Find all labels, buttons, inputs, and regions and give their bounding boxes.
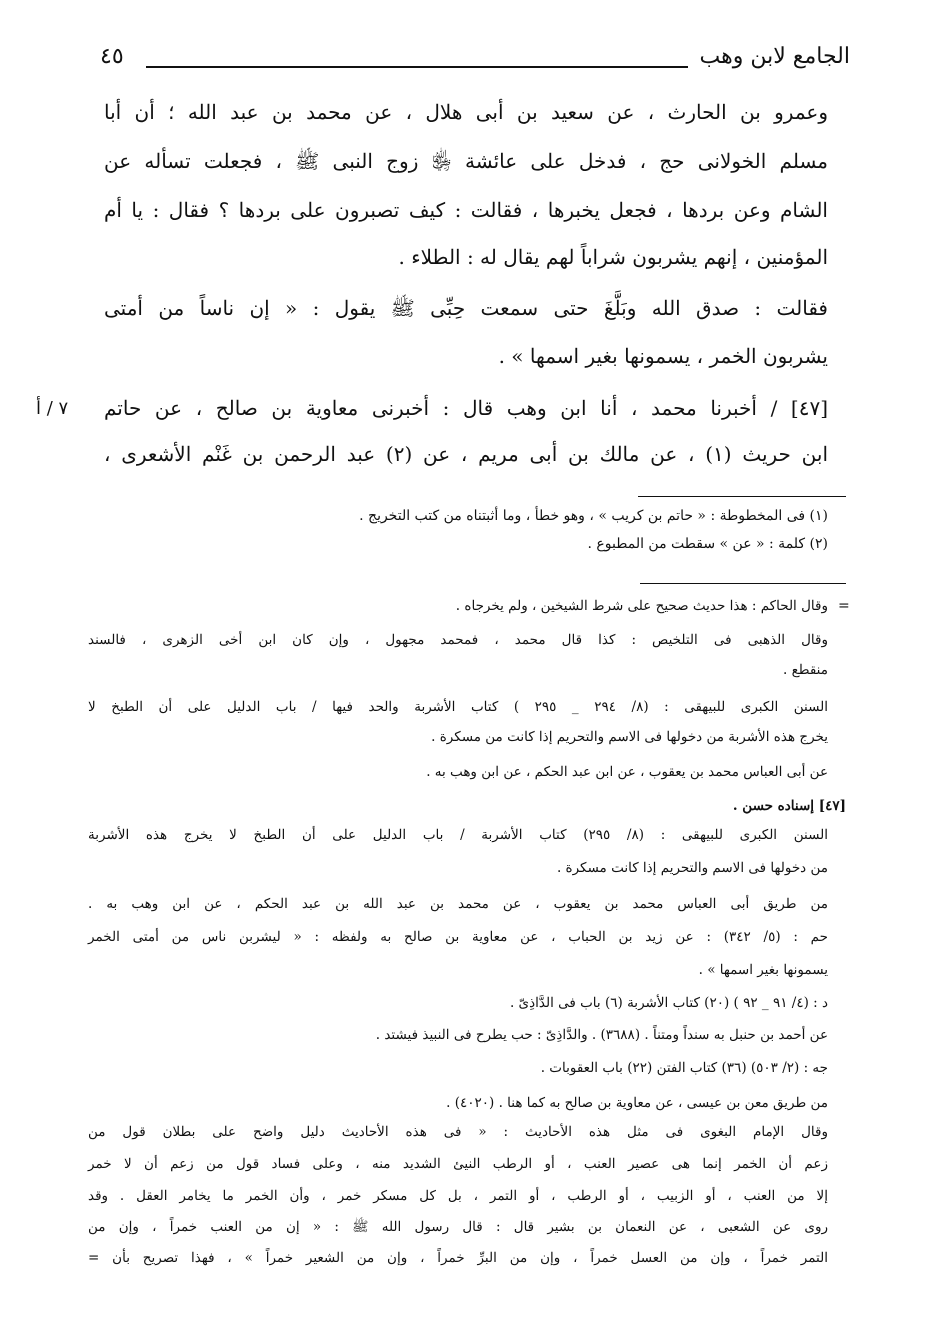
commentary-line: منقطع . — [783, 662, 828, 678]
commentary-line: من طريق معن بن عيسى ، عن معاوية بن صالح به كما هنا . (٤٠٢٠) . — [446, 1095, 828, 1111]
page-number: ٤٥ — [100, 44, 124, 69]
commentary-line: وقال الإمام البغوى فى مثل هذه الأحاديث : « فى هذه الأحاديث دليل واضح على بطلان قول من — [88, 1124, 828, 1140]
main-text-line: ابن حريث (١) ، عن مالك بن أبى مريم ، عن (٢) عبد الرحمن بن غَنْم الأشعرى ، — [104, 442, 829, 466]
commentary-line: روى عن الشعبى ، عن النعمان بن بشير قال : قال رسول الله ﷺ : « إن من العنب خمراً ، وإن من — [88, 1219, 828, 1235]
commentary-rule — [640, 583, 846, 584]
commentary-line: عن أبى العباس محمد بن يعقوب ، عن ابن عبد الحكم ، عن ابن وهب به . — [426, 764, 828, 780]
footnote: (١) فى المخطوطة : « حاتم بن كريب » ، وهو خطأ ، وما أثبتناه من كتب التخريج . — [359, 508, 828, 524]
commentary-line: زعم أن الخمر إنما هى عصير العنب ، أو الرطب النيئ الشديد منه ، وعلى فساد قول من زعم أن لا خمر — [88, 1156, 828, 1172]
margin-folio-reference: ٧ / أ — [36, 398, 69, 419]
main-text-line: الشام وعن بردها ، فجعل يخبرها ، فقالت : كيف تصبرون على بردها ؟ فقال : يا أم — [104, 198, 828, 222]
commentary-line: يسمونها بغير اسمها » . — [698, 962, 828, 978]
main-text-line: فقالت : صدق الله وبَلَّغَ حتى سمعت حِبِّى ﷺ يقول : « إن ناساً من أمتى — [104, 296, 828, 320]
commentary-line: وقال الحاكم : هذا حديث صحيح على شرط الشيخين ، ولم يخرجاه . — [455, 598, 828, 614]
continuation-mark: = — [838, 598, 850, 614]
commentary-line: السنن الكبرى للبيهقى : (٨/ ٢٩٤ _ ٢٩٥ ) كتاب الأشربة والحد فيها / باب الدليل على أن الطبخ لا — [88, 699, 828, 715]
main-text-line: مسلم الخولانى حج ، فدخل على عائشة ﵂ زوج النبى ﷺ ، فجعلت تسأله عن — [104, 149, 828, 173]
commentary-line: جه : (٢/ ٥٠٣) (٣٦) كتاب الفتن (٢٢) باب العقوبات . — [540, 1060, 828, 1076]
header-rule — [146, 66, 688, 68]
commentary-line: عن أحمد بن حنبل به سنداً ومتناً . (٣٦٨٨) . والدَّاذِىّ : حب يطرح فى النبيذ فيشتد . — [375, 1027, 828, 1043]
commentary-line: من دخولها فى الاسم والتحريم إذا كانت مسكرة . — [556, 860, 828, 876]
main-text-line: يشربون الخمر ، يسمونها بغير اسمها » . — [498, 344, 828, 368]
commentary-line: وقال الذهبى فى التلخيص : كذا قال محمد ، فمحمد مجهول ، وإن كان ابن أخى الزهرى ، فالسند — [88, 632, 828, 648]
main-text-line: [٤٧] / أخبرنا محمد ، أنا ابن وهب قال : أخبرنى معاوية بن صالح ، عن حاتم — [104, 396, 828, 420]
commentary-line: حم : (٥/ ٣٤٢) : عن زيد بن الحباب ، عن معاوية بن صالح به ولفظه : « ليشربن ناس من أمتى الخمر — [88, 929, 828, 945]
commentary-line: من طريق أبى العباس محمد بن يعقوب ، عن محمد بن عبد الله بن عبد الحكم ، عن ابن وهب به . — [88, 896, 828, 912]
footnote: (٢) كلمة : « عن » سقطت من المطبوع . — [587, 536, 828, 552]
commentary-heading: [٤٧] إسناده حسن . — [732, 798, 846, 814]
main-text-line: المؤمنين ، إنهم يشربون شراباً لهم يقال له : الطلاء . — [398, 245, 828, 269]
main-text-line: وعمرو بن الحارث ، عن سعيد بن أبى هلال ، عن محمد بن عبد الله ؛ أن أبا — [104, 100, 828, 124]
commentary-line: التمر خمراً ، وإن من العسل خمراً ، وإن من البرِّ خمراً ، وإن من الشعير خمراً » ، فهذا تصريح بأن = — [88, 1250, 828, 1266]
commentary-line: يخرج هذه الأشربة من دخولها فى الاسم والتحريم إذا كانت من مسكرة . — [431, 729, 828, 745]
running-title: الجامع لابن وهب — [699, 44, 850, 69]
commentary-line: د : (٤/ ٩١ _ ٩٢ ) (٢٠) كتاب الأشربة (٦) باب فى الدَّاذِىّ . — [509, 995, 828, 1011]
commentary-line: إلا من العنب ، أو الزبيب ، أو الرطب ، أو التمر ، بل كل مسكر خمر ، وأن الخمر ما يخامر العقل . وقد — [88, 1188, 828, 1204]
commentary-line: السنن الكبرى للبيهقى : (٨/ ٢٩٥) كتاب الأشربة / باب الدليل على أن الطبخ لا يخرج هذه الأشربة — [88, 827, 828, 843]
footnote-rule — [638, 496, 846, 497]
